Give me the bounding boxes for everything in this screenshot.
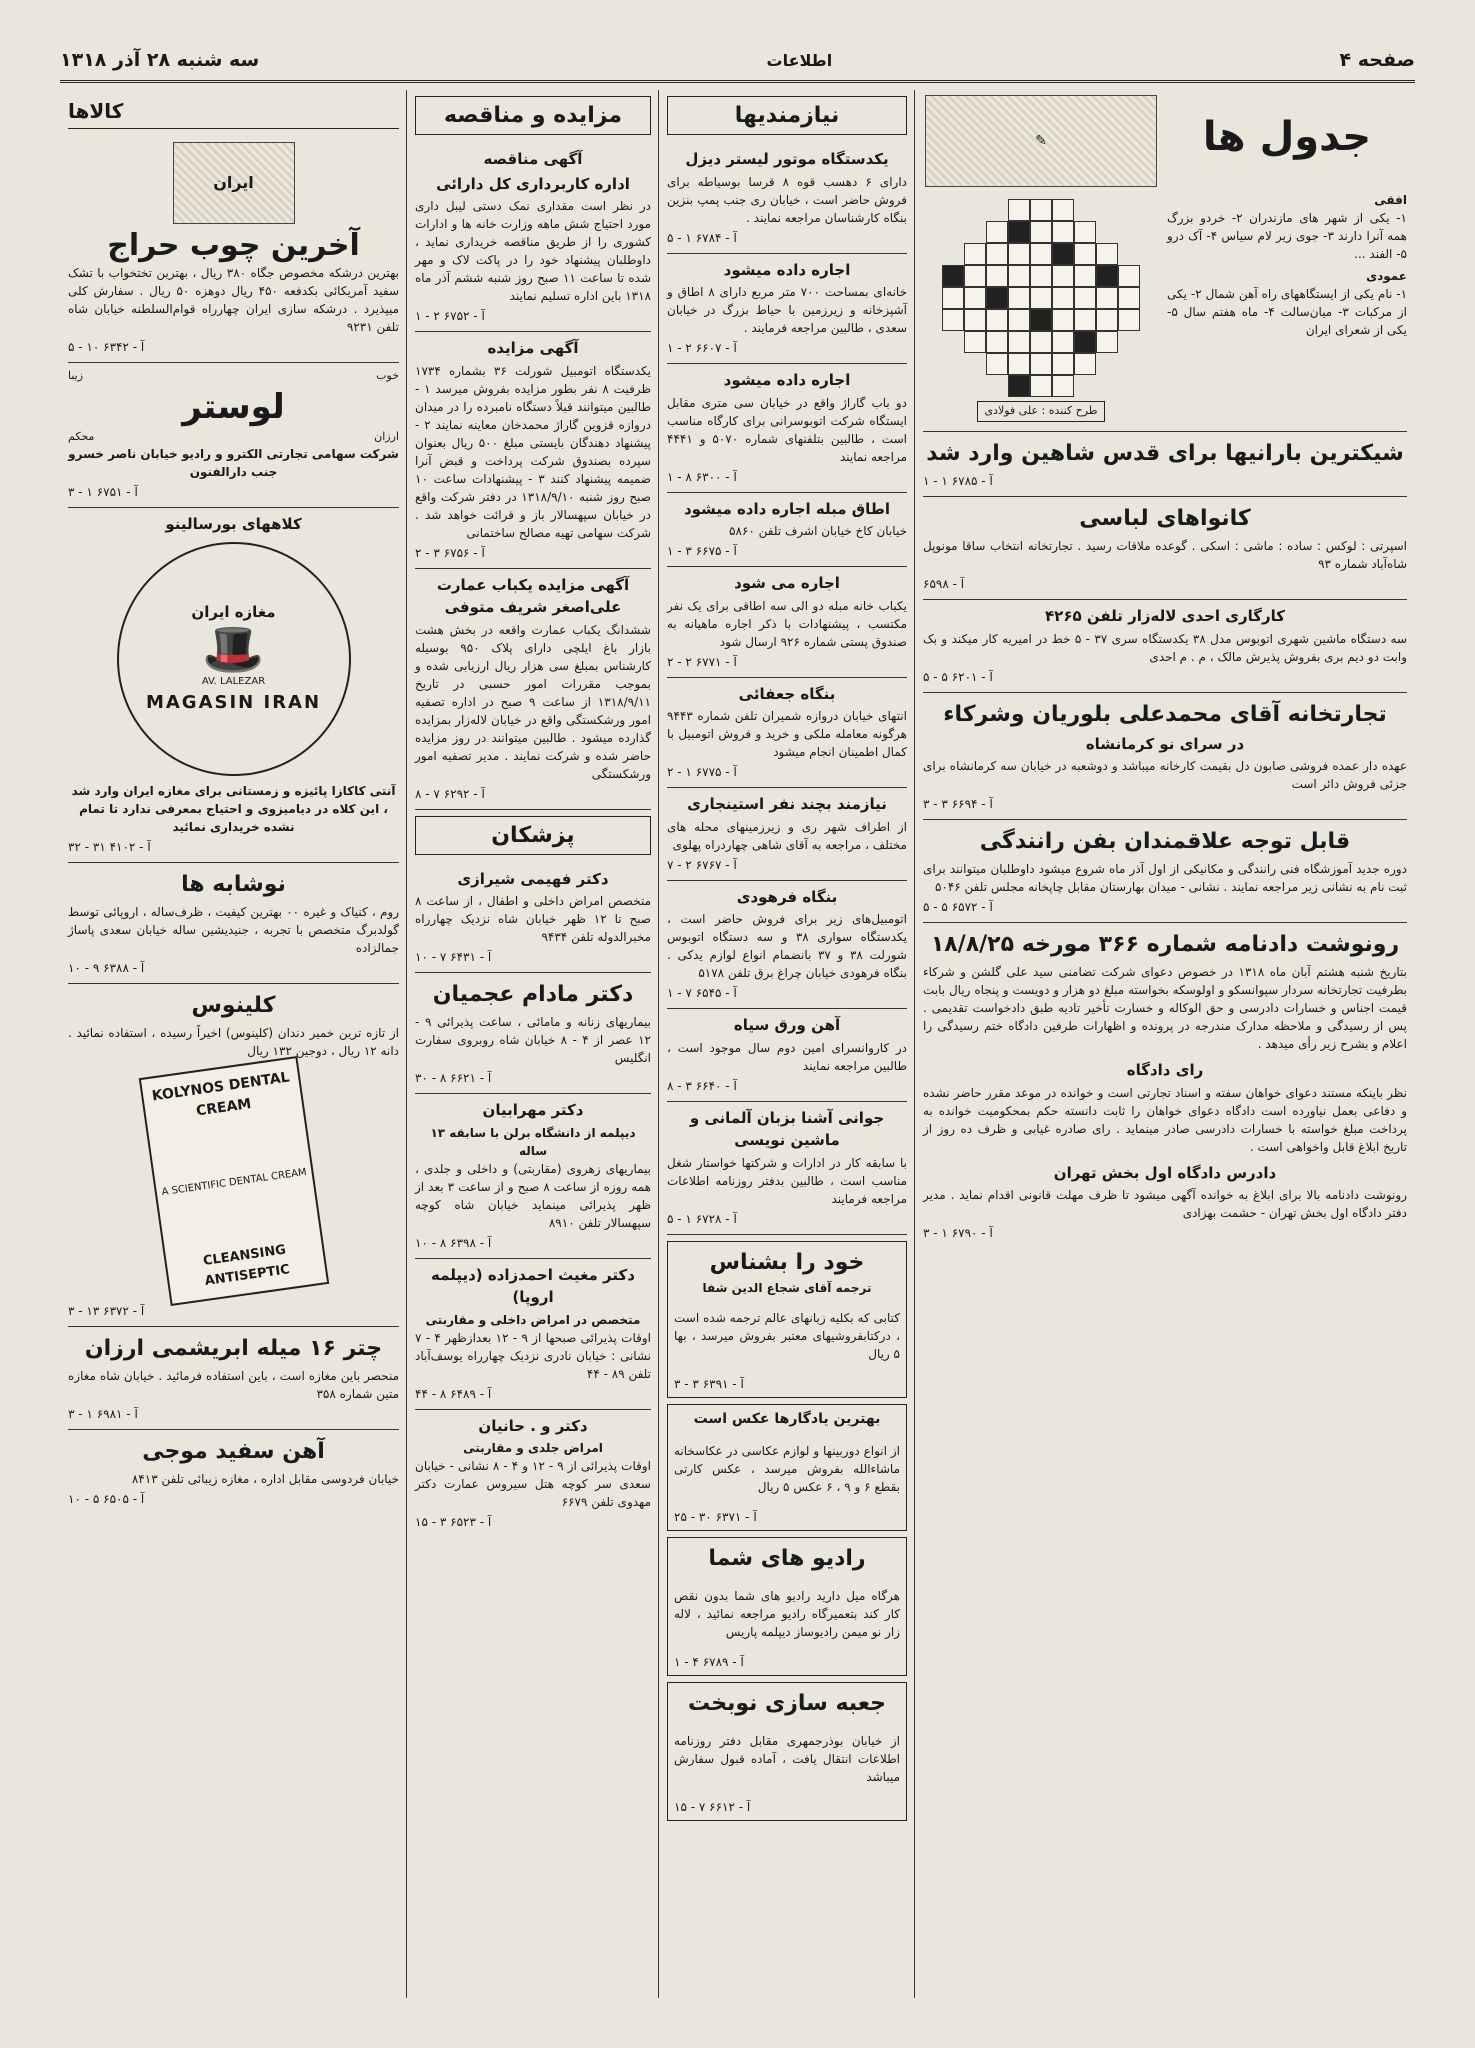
- across-clues: ۱- یکی از شهر های مازندران ۲- خردو بزرگ همه آنرا دارند ۳- جوی زیر لام سیاس ۴- آک درو ۵- الفند ...: [1167, 211, 1407, 261]
- ad-title: یکدستگاه موتور لیستر دیزل: [685, 150, 889, 168]
- ad-title: اجاره می شود: [734, 574, 840, 592]
- product-name: KOLYNOS DENTAL CREAM: [150, 1069, 291, 1120]
- ad-code: آ - ۶۳۴۲ ۱۰ - ۵: [68, 340, 145, 354]
- crossword-cell: [1118, 375, 1140, 397]
- crossword-cell[interactable]: [986, 353, 1008, 375]
- crossword-cell[interactable]: [964, 243, 986, 265]
- ad-code: آ - ۶۶۰۷ ۲ - ۱: [667, 341, 737, 355]
- crossword-cell: [964, 199, 986, 221]
- ad-body: از خیابان بوذرجمهری مقابل دفتر روزنامه اطلاعات انتقال یافت ، آماده قبول سفارش میباشد: [674, 1733, 900, 1784]
- ad-title: نیازمند بچند نفر استینجاری: [687, 795, 887, 813]
- ad-code: آ - ۶۷۷۵ ۱ - ۲: [667, 765, 737, 779]
- ad-subtitle: امراض جلدی و مقاربتی: [463, 1441, 603, 1455]
- crossword-cell: [1118, 199, 1140, 221]
- column-3: [407, 90, 659, 1998]
- ad-code: آ - ۶۶۹۴ ۳ - ۳: [923, 797, 993, 811]
- down-label: عمودی: [1366, 269, 1407, 283]
- doctor-ad: [415, 973, 651, 1094]
- product-footer: CLEANSING ANTISEPTIC: [201, 1242, 291, 1289]
- crossword-cell[interactable]: [986, 265, 1008, 287]
- ad-body: متخصص امراض داخلی و اطفال ، از ساعت ۸ صبح تا ۱۲ ظهر خیابان شاه نزدیک چهارراه مخبرالدوله تلفن ۹۴۳۴: [415, 894, 651, 944]
- umbrella-ad: [68, 1327, 399, 1430]
- ad-title: اجاره داده میشود: [723, 260, 851, 279]
- down-clues: ۱- نام یکی از ایستگاههای راه آهن شمال ۲- یکی از مرکبات ۳- میان‌سالت ۴- ماه هفتم سال ۵- یکی از شعرای ایران: [1167, 287, 1408, 337]
- word: ارزان: [374, 429, 399, 443]
- magasin-iran-logo: [117, 542, 351, 776]
- iron-sheet-ad: [68, 1430, 399, 1514]
- ad-title: نوشابه ها: [181, 871, 286, 897]
- ad-title: خود را بشناس: [709, 1249, 865, 1275]
- crossword-cell[interactable]: [1096, 287, 1118, 309]
- ad-subtitle: در سرای نو کرمانشاه: [1085, 734, 1245, 753]
- auction-ad: [415, 569, 651, 810]
- ad-title: دکتر و . حانیان: [478, 1416, 588, 1435]
- ad-body: آنتی کاکازا پائیزه و زمستانی برای مغازه ایران وارد شد ، این کلاه در دیامیزوی و احتیاج بمعرفی ندارد تا تمام نشده خریداری نمائید: [71, 783, 396, 834]
- columns: [60, 90, 1415, 1998]
- ad-title: آهن سفید موجی: [142, 1438, 325, 1464]
- crossword-cell: [942, 375, 964, 397]
- ad-title: لوستر: [182, 386, 285, 427]
- paper-name: اطلاعات: [766, 50, 833, 70]
- judgment-title: رونوشت دادنامه شماره ۳۶۶ مورخه ۱۸/۸/۲۵: [930, 932, 1400, 957]
- ad-code: آ - ۶۶۷۵ ۳ - ۱: [667, 544, 737, 558]
- ad-title: آگهی مزایده: [487, 339, 579, 357]
- crossword-cell[interactable]: [1052, 199, 1074, 221]
- ad-body: اتومبیل‌های زیر برای فروش حاضر است ، یکدستگاه سواری ۳۸ و سه دستگاه اتوبوس شورلت ۳۸ و ۳۷ بانضمام انواع لوازم یدکی . بنگاه فرهودی خیابان چراغ برق تلفن ۵۱۷۸: [667, 912, 907, 980]
- ad-subtitle: اداره کاربرداری کل دارائی: [436, 174, 630, 193]
- crossword-cell: [1096, 199, 1118, 221]
- classified-ad: [667, 364, 907, 493]
- classified-ad: [667, 788, 907, 881]
- crossword-cell[interactable]: [1008, 309, 1030, 331]
- crossword-cell[interactable]: [1052, 243, 1074, 265]
- crossword-cell[interactable]: [1052, 353, 1074, 375]
- crossword-cell[interactable]: [1030, 309, 1052, 331]
- column-4: [60, 90, 407, 1998]
- ad-body: با سابقه کار در ادارات و شرکتها خواستار شغل مناسب است ، طالبین بدفتر روزنامه اطلاعات مراجعه فرمایند: [667, 1155, 907, 1206]
- judgment-verdict: نظر باینکه مستند دعوای خواهان سفته و اسناد تجارتی است و خوانده در موعد مقرر حاضر نشده و دفاعی بعمل نیاورده است دادگاه دعوای خواهان را ثابت دانسته حکم بمحکومیت خوانده به پرداخت مبلغ خواسته با خسارات دادرسی صادر مینماید . رای صادره غیابی و ظرف ده روز از تاریخ ابلاغ قابل واخواهی است .: [923, 1085, 1407, 1154]
- ad-title: آگهی مناقصه: [483, 150, 583, 168]
- crossword-cell: [1096, 221, 1118, 243]
- crossword-title: جدول ها: [1202, 114, 1372, 160]
- iran-logo: ایران: [173, 142, 295, 224]
- ad-body: دوره جدید آموزشگاه فنی رانندگی و مکانیکی از اول آذر ماه شروع میشود داوطلبان میتوانند برای ثبت نام به نشانی زیر مراجعه نمایند . نشانی - میدان بهارستان مقابل چاپخانه مجلس تلفن ۵۰۴۶: [923, 862, 1407, 894]
- section-heading: نیازمندیها: [667, 96, 907, 135]
- ad-subtitle: دیپلمه از دانشگاه برلن با سابقه ۱۳ ساله: [430, 1125, 636, 1158]
- crossword-cell[interactable]: [1096, 309, 1118, 331]
- ad-body: روم ، کنیاک و غیره ۰۰ بهترین کیفیت ، ظرف‌ساله ، اروپائی توسط گولدبرگ متخصص با تجربه ، جنیدیشین ساله خیابان سعدی پاساژ جمالزاده: [68, 904, 399, 955]
- ad-code: آ - ۶۶۲۱ ۸ - ۳۰: [415, 1071, 492, 1085]
- crossword-cell[interactable]: [1052, 375, 1074, 397]
- doctor-ad: [415, 1259, 651, 1410]
- crossword-cell[interactable]: [1030, 287, 1052, 309]
- logo-persian: مغازه ایران: [191, 603, 276, 622]
- classified-ad: [667, 881, 907, 1010]
- ad-body: انتهای خیابان دروازه شمیران تلفن شماره ۹۴۴۳ هرگونه معامله ملکی و خرید و فروش اتومبیل با کمال اطمینان انجام میشود: [667, 709, 907, 759]
- issue-date: سه شنبه ۲۸ آذر ۱۳۱۸: [60, 49, 260, 71]
- classified-ad: [667, 567, 907, 678]
- ad-code: آ - ۶۶۱۲ ۷ - ۱۵: [674, 1799, 751, 1814]
- doctor-ad: [415, 1410, 651, 1538]
- ad-garage: [923, 600, 1407, 693]
- crossword-cell[interactable]: [1118, 287, 1140, 309]
- crossword-cell[interactable]: [1074, 353, 1096, 375]
- ad-title: شیکترین بارانیها برای قدس شاهین وارد شد: [926, 441, 1404, 466]
- court-judgment: [923, 923, 1407, 1248]
- ad-code: آ - ۶۷۷۱ ۲ - ۲: [667, 654, 737, 669]
- crossword-cell[interactable]: [1096, 331, 1118, 353]
- judgment-subhead: رای دادگاه: [1126, 1061, 1204, 1079]
- crossword-cell: [986, 199, 1008, 221]
- section-heading: مزایده و مناقصه: [415, 96, 651, 135]
- toothpaste-box: [138, 1056, 328, 1306]
- crossword-cell[interactable]: [1074, 287, 1096, 309]
- ad-title: بنگاه فرهودی: [736, 887, 838, 906]
- ad-title: جعبه سازی نوبخت: [687, 1690, 887, 1716]
- radio-ad: [667, 1537, 907, 1676]
- ad-code: آ - ۶۷۸۹ ۴ - ۱: [674, 1654, 744, 1669]
- ad-body: دو باب گاراژ واقع در خیابان سی متری مقابل ایستگاه شرکت اتوبوسرانی برای کارگاه مناسب است ، طالبین بتلفنهای شماره ۵۰۷۰ و ۴۴۴۱ مراجعه نمایند: [667, 395, 907, 464]
- crossword-cell[interactable]: [986, 287, 1008, 309]
- classified-ad: [667, 143, 907, 254]
- crossword-cell[interactable]: [986, 243, 1008, 265]
- column-2: [659, 90, 915, 1998]
- crossword-cell[interactable]: [1008, 375, 1030, 397]
- crossword-cell[interactable]: [1030, 331, 1052, 353]
- crossword-cell[interactable]: [1074, 221, 1096, 243]
- crossword-cell[interactable]: [964, 331, 986, 353]
- crossword-cell[interactable]: [1008, 199, 1030, 221]
- crossword-grid[interactable]: [942, 199, 1140, 397]
- ad-code: آ - ۶۶۴۰ ۳ - ۸: [667, 1078, 737, 1093]
- doctor-ad: [415, 863, 651, 974]
- section-heading: کالاها: [68, 96, 399, 129]
- ad-title: قابل توجه علاقمندان بفن رانندگی: [979, 829, 1351, 854]
- tender-ad: [415, 143, 651, 332]
- crossword-section: [923, 90, 1407, 432]
- ad-code: آ - ۶۷۵۶ ۳ - ۲: [415, 545, 485, 560]
- ad-code: آ - ۶۷۵۱ ۱ - ۳: [68, 485, 138, 500]
- ad-title: کانواهای لباسی: [1079, 506, 1251, 531]
- classified-ad: [667, 493, 907, 568]
- crossword-cell[interactable]: [1074, 243, 1096, 265]
- crossword-cell: [964, 353, 986, 375]
- ad-code: آ - ۶۵۲۳ ۳ - ۱۵: [415, 1515, 492, 1529]
- ad-body: اوقات پذیرائی صبحها از ۹ - ۱۲ بعدازظهر ۴ - ۷ نشانی : خیابان نادری نزدیک چهارراه یوسف‌آباد تلفن ۸۹ - ۴۴: [415, 1330, 651, 1381]
- crossword-cell[interactable]: [1096, 243, 1118, 265]
- crossword-cell: [1096, 375, 1118, 397]
- ad-body: خانه‌ای بمساحت ۷۰۰ متر مربع دارای ۸ اطاق و آشپزخانه و زیرزمین با حیاط بزرگ در خیابان سعدی ، طالبین مراجعه فرمایند .: [667, 285, 908, 335]
- judgment-notice: رونوشت دادنامه بالا برای ابلاغ به خوانده آگهی میشود تا ظرف مهلت قانونی اقدام نماید . مدیر دفتر دادگاه اول بخش تهران - حشمت بهزادی: [923, 1188, 1407, 1220]
- ad-title: آهن ورق سیاه: [733, 1016, 841, 1034]
- judgment-court: دادرس دادگاه اول بخش تهران: [1053, 1163, 1277, 1182]
- ad-body: شرکت سهامی تجارتی الکترو و رادیو خیابان ناصر خسرو جنب دارالفنون: [68, 447, 399, 480]
- crossword-cell[interactable]: [1008, 221, 1030, 243]
- ad-title: اطاق مبله اجاره داده میشود: [683, 499, 891, 518]
- word: خوب: [376, 369, 399, 382]
- ad-raincoats: [923, 432, 1407, 497]
- crossword-cell: [942, 353, 964, 375]
- crossword-cell[interactable]: [1008, 353, 1030, 375]
- ad-subtitle: متخصص در امراض داخلی و مقاربتی: [425, 1312, 641, 1327]
- kolynos-ad: [68, 984, 399, 1327]
- ad-title: آگهی مزایده یکباب عمارت علی‌اصغر شریف متوفی: [436, 575, 630, 616]
- crossword-cell: [942, 221, 964, 243]
- crossword-cell: [942, 331, 964, 353]
- ad-code: آ - ۶۲۹۲ ۷ - ۸: [415, 786, 485, 801]
- ad-title: بنگاه جعفائی: [738, 684, 836, 703]
- ad-body: خیابان فردوسی مقابل اداره ، مغازه زیبائی تلفن ۸۴۱۳: [131, 1471, 399, 1486]
- section-heading: پزشکان: [415, 816, 651, 855]
- ad-body: ششدانگ یکباب عمارت واقعه در بخش هشت بازار باغ ایلچی دارای پلاک ۹۵۰ بوسیله کارشناس بمبلغ سی هزار ریال ارزیابی شده و بموجب مقررات امور حسبی در تاریخ ۱۳۱۸/۹/۱۱ از ساعت ۹ صبح در اداره تصفیه امور ورشکستگی واقع در خیابان لاله‌زار بمزایده گذارده میشود . طالبین میتوانند در روز مزایده حاضر شده و شرکت نمایند . مدیر تصفیه امور ورشکستگی: [415, 622, 652, 781]
- logo-address: AV. LALEZAR: [201, 675, 266, 687]
- column-1: [915, 90, 1415, 1998]
- ad-body: در کاروانسرای امین دوم سال موجود است ، طالبین مراجعه نمایند: [667, 1040, 907, 1073]
- crossword-cell[interactable]: [964, 265, 986, 287]
- crossword-cell[interactable]: [1030, 221, 1052, 243]
- ad-body: از تازه ترین خمیر دندان (کلینوس) اخیراً رسیده ، استفاده نمائید . دانه ۱۲ ریال ، دوجین ۱۳۲ ریال: [68, 1025, 399, 1058]
- crossword-cell: [1118, 243, 1140, 265]
- ad-body: در نظر است مقداری نمک دستی لیبل داری مورد احتیاج شش ماهه وزارت خانه ها و ادارات کشوری را از طریق مناقصه خریداری نماید ، داوطلبان پیشنهاد خود را در پاکت لاک و مهر شده تا ساعت ۱۱ صبح روز شنبه ششم آذر ماه ۱۳۱۸ باین اداره تسلیم نمایند: [415, 199, 651, 303]
- crossword-cell: [1118, 331, 1140, 353]
- crossword-cell[interactable]: [964, 287, 986, 309]
- ad-trading-house: [923, 693, 1407, 821]
- box-maker-ad: [667, 1682, 907, 1821]
- crossword-cell[interactable]: [1118, 265, 1140, 287]
- crossword-cell: [1118, 221, 1140, 243]
- crossword-cell[interactable]: [942, 265, 964, 287]
- product-tagline: A SCIENTIFIC DENTAL CREAM: [160, 1166, 307, 1198]
- ad-body: از اطراف شهر ری و زیرزمینهای محله های مختلف ، مراجعه به آقای شاهی چهاردراه پهلوی: [667, 819, 907, 852]
- ad-code: آ - ۶۳۷۲ ۱۳ - ۳: [68, 1303, 145, 1318]
- crossword-cell[interactable]: [1052, 265, 1074, 287]
- ad-title: دکتر فهیمی شیرازی: [457, 869, 609, 888]
- crossword-cell: [964, 375, 986, 397]
- ad-title: آخرین چوب حراج: [107, 228, 360, 263]
- crossword-cell: [942, 199, 964, 221]
- ad-fabrics: [923, 497, 1407, 600]
- classified-ad: [667, 678, 907, 789]
- crossword-cell[interactable]: [986, 221, 1008, 243]
- ad-title: جوانی آشنا بزبان آلمانی و ماشین نویسی: [689, 1108, 885, 1149]
- ad-title: کارگاری احدی لاله‌زار تلفن ۴۲۶۵: [1045, 607, 1285, 625]
- crossword-cell[interactable]: [986, 309, 1008, 331]
- photo-ad: [667, 1404, 907, 1531]
- ad-code: آ - ۶۳۰۰ ۸ - ۱: [667, 469, 737, 484]
- word: محکم: [68, 429, 95, 443]
- crossword-cell: [1096, 353, 1118, 375]
- ad-body: از انواع دوربینها و لوازم عکاسی در عکاسخانه ماشاءالله بفروش میرسد ، عکس کارتی بقطع ۶ و ۹ ، ۶ عکس ۵ ریال: [674, 1443, 900, 1494]
- page-number: صفحه ۴: [1339, 49, 1415, 71]
- crossword-cell: [986, 375, 1008, 397]
- ad-code: آ - ۶۵۷۲ ۵ - ۵: [923, 900, 993, 914]
- logo-latin: MAGASIN IRAN: [145, 691, 322, 713]
- ad-title: بهترین یادگارها عکس است: [693, 1410, 881, 1427]
- classified-ad: [667, 1009, 907, 1102]
- doctor-ad: [415, 1094, 651, 1259]
- crossword-cell: [1074, 375, 1096, 397]
- ad-title: اجاره داده میشود: [723, 371, 851, 389]
- ad-title: چتر ۱۶ میله ابریشمی ارزان: [84, 1335, 383, 1361]
- chandelier-ad: [68, 363, 399, 508]
- crossword-cell[interactable]: [1030, 265, 1052, 287]
- ad-body: یکدستگاه اتومبیل شورلت ۳۶ بشماره ۱۷۳۴ ظرفیت ۸ نفر بطور مزایده بفروش میرسد ۱ - طالبین میتوانند قبلاً دستگاه نامبرده را در میدان دروازه قزوین گاراژ محمدخان معاینه نمایند ۲ - پیشنهاد دهندگان بایستی مبلغ ۵۰۰ ریال بعنوان سپرده بصندوق شرکت پرداخت و قبض آنرا ضمیمه پیشنهاد کنند ۳ - پیشنهادات ساعت ۱۰ صبح روز شنبه ۱۳۱۸/۹/۱۰ در دفتر شرکت واقع در خیابان سپهسالار باز و قرائت خواهد شد . شرکت سهامی تهیه مصالح ساختمانی: [415, 363, 651, 540]
- crossword-cell[interactable]: [1030, 353, 1052, 375]
- crossword-cell[interactable]: [1008, 287, 1030, 309]
- crossword-cell[interactable]: [1052, 221, 1074, 243]
- ad-code: آ - ۶۲۰۱ ۵ - ۵: [923, 669, 993, 684]
- ad-body: یکباب خانه مبله دو الی سه اطاقی برای یک نفر مکتسب ، پیشنهادات با ذکر اجاره ماهیانه به صندوق پستی شماره ۹۲۶ ارسال شود: [667, 598, 907, 649]
- crossword-designer: طرح کننده : علی فولادی: [977, 401, 1104, 422]
- ad-title: تجارتخانه آقای محمدعلی بلوریان وشرکاء: [943, 701, 1387, 727]
- ad-body: سه دستگاه ماشین شهری اتوبوس مدل ۳۸ یکدستگاه سری ۳۷ - ۵ خط در امیریه کار میکند و بک وابت دو دیم بری بفروش پذیرش مالک ، م . م احدی: [923, 631, 1408, 664]
- ad-title: دکتر مادام عجمیان: [432, 982, 634, 1007]
- auction-ad: [415, 332, 651, 569]
- ad-body: خیابان کاخ خیابان اشرف تلفن ۵۸۶۰: [729, 524, 907, 538]
- drinks-ad: [68, 863, 399, 984]
- crossword-illustration: ✎: [925, 95, 1157, 187]
- ad-code: آ - ۶۳۹۱ ۳ - ۳: [674, 1376, 744, 1391]
- ad-code: آ - ۶۴۸۹ ۸ - ۴۴: [415, 1386, 492, 1401]
- crossword-cell[interactable]: [1074, 265, 1096, 287]
- ad-body: بیماریهای زنانه و مامائی ، ساعت پذیرائی ۹ - ۱۲ عصر از ۴ - ۸ خیابان شاه روبروی سفارت انگلیس: [415, 1015, 651, 1065]
- hat-icon: 🎩: [202, 619, 265, 678]
- ad-code: آ - ۶۷۸۴ ۱ - ۵: [667, 230, 737, 245]
- crossword-cell[interactable]: [1052, 287, 1074, 309]
- ad-title: کلاههای بورسالینو: [165, 515, 302, 534]
- ad-body: اوقات پذیرائی از ۹ - ۱۲ و ۴ - ۸ نشانی - خیابان سعدی سر کوچه هتل سیروس عمارت دکتر مهدوی تلفن ۶۶۷۹: [415, 1459, 651, 1509]
- crossword-cell[interactable]: [1074, 331, 1096, 353]
- ad-body: دارای ۶ دهسب قوه ۸ قرسا بوسیاطه برای فروش حاضر است ، خیابان ری جنب پمپ بنزین بنگاه کارشناسان مراجعه نمایند .: [667, 174, 908, 225]
- ad-code: آ - ۶۹۸۱ ۱ - ۳: [68, 1406, 138, 1421]
- across-label: افقی: [1374, 193, 1407, 207]
- ad-body: هرگاه میل دارید رادیو های شما بدون نقص کار کند بتعمیرگاه رادیو مراجعه نمائید ، لاله زار نو میمن رادیوساز دیپلمه پاریس: [674, 1588, 900, 1639]
- ad-code: آ - ۶۳۹۸ ۸ - ۱۰: [415, 1235, 492, 1250]
- crossword-cell[interactable]: [1052, 309, 1074, 331]
- classified-ad: [667, 1102, 907, 1235]
- crossword-cell: [964, 221, 986, 243]
- ad-title: کلینوس: [191, 992, 276, 1018]
- ad-body: اسپرتی : لوکس : ساده : ماشی : اسکی . گوعده ملاقات رسید . تجارتخانه انتخاب ساقا مونوپل شاه‌آباد شماره ۹۳: [923, 539, 1407, 571]
- crossword-cell[interactable]: [1030, 375, 1052, 397]
- crossword-cell[interactable]: [1030, 199, 1052, 221]
- ad-code: آ - ۶۵۴۵ ۷ - ۱: [667, 986, 737, 1000]
- crossword-cell[interactable]: [1008, 331, 1030, 353]
- ad-code: آ - ۶۳۸۸ ۹ - ۱۰: [68, 960, 145, 975]
- ad-driving-school: [923, 820, 1407, 923]
- crossword-cell[interactable]: [1052, 331, 1074, 353]
- crossword-cell[interactable]: [942, 309, 964, 331]
- ad-code: آ - ۶۷۵۲ ۲ - ۱: [415, 309, 485, 323]
- carriage-ad: [68, 133, 399, 363]
- judgment-body: بتاریخ شنبه هشتم آبان ماه ۱۳۱۸ در خصوص دعوای شرکت تضامنی سید علی گلشن و شرکاء بطرفیت تجارتخانه سردار سپوانسکو و اولوسکه بخواسته مبلغ دو هزار و دویست و پنجاه ریال بابت قیمت اجناس و خسارات دادرسی و حق الوکاله و خسارت تأخیر تادیه طبق دادخواست تقدیمی . پس از رسیدگی و ملاحظه مدارک مندرجه در پرونده و اظهارات طرفین دادگاه ختم رسیدگی را اعلام و بشرح زیر رأی میدهد .: [923, 965, 1407, 1051]
- crossword-cell[interactable]: [964, 309, 986, 331]
- hat-ad: [68, 508, 399, 863]
- ad-code: آ - ۶۷۸۵ ۱ - ۱: [923, 474, 993, 488]
- ad-code: آ - ۶۷۲۸ ۱ - ۵: [667, 1211, 737, 1226]
- word: زیبا: [68, 369, 84, 382]
- ad-body: منحصر باین مغازه است ، باین استفاده فرمائید . خیابان شاه مغازه متین شماره ۳۵۸: [68, 1368, 399, 1401]
- crossword-cell[interactable]: [1118, 309, 1140, 331]
- ad-title: دکتر مغیث احمدزاده (دیپلمه اروپا): [431, 1265, 635, 1306]
- ad-code: آ - ۴۱۰۲ ۳۱ - ۳۲: [68, 839, 151, 854]
- ad-subtitle: ترجمه آقای شجاع الدین شفا: [702, 1280, 872, 1295]
- crossword-cell[interactable]: [942, 287, 964, 309]
- crossword-cell[interactable]: [986, 331, 1008, 353]
- ad-code: آ - ۶۵۹۸: [923, 577, 965, 591]
- ad-body: کتابی که بکلیه زبانهای عالم ترجمه شده است ، درکتابفروشیهای معتبر بفروش میرسد ، بها ۵ ریال: [674, 1310, 900, 1361]
- crossword-cell[interactable]: [1008, 243, 1030, 265]
- ad-code: آ - ۶۷۹۰ ۱ - ۳: [923, 1226, 993, 1240]
- ad-body: عهده دار عمده فروشی صابون دل بقیمت کارخانه میباشد و دوشعبه در خیابان سه کرمانشاه برای جزئی فروش دائر است: [923, 759, 1407, 791]
- ad-title: رادیو های شما: [708, 1545, 866, 1571]
- crossword-cell[interactable]: [1096, 265, 1118, 287]
- crossword-cell[interactable]: [1008, 265, 1030, 287]
- crossword-cell[interactable]: [1030, 243, 1052, 265]
- crossword-cell: [1118, 353, 1140, 375]
- masthead: [60, 40, 1415, 83]
- crossword-cell[interactable]: [1074, 309, 1096, 331]
- book-ad: [667, 1241, 907, 1398]
- ad-body: بیماریهای زهروی (مقاربتی) و داخلی و جلدی ، همه روزه از ساعت ۸ صبح و از ساعت ۳ بعد از ظهر پذیرائی مینماید خیابان شاه کوچه سپهسالار تلفن ۸۹۱۰: [415, 1161, 652, 1230]
- ad-code: آ - ۶۵۰۵ ۵ - ۱۰: [68, 1491, 145, 1506]
- ad-code: آ - ۶۷۶۷ ۲ - ۷: [667, 857, 737, 872]
- crossword-cell: [1074, 199, 1096, 221]
- ad-code: آ - ۶۳۷۱ ۳۰ - ۲۵: [674, 1509, 757, 1524]
- ad-title: دکتر مهرابیان: [482, 1101, 584, 1119]
- ad-code: آ - ۶۴۳۱ ۷ - ۱۰: [415, 950, 492, 964]
- classified-ad: [667, 254, 907, 365]
- crossword-cell: [942, 243, 964, 265]
- ad-body: بهترین درشکه مخصوص جگاه ۳۸۰ ریال ، بهترین تختخواب با تشک سفید آمریکائی بکدفعه ۴۵۰ ریال دوهزه ۵۰ ریال . سفارش کلی میپذیرد . درشکه سازی ایران چهارراه قوام‌السلطنه خیابان شاه تلفن ۹۲۳۱: [68, 266, 400, 334]
